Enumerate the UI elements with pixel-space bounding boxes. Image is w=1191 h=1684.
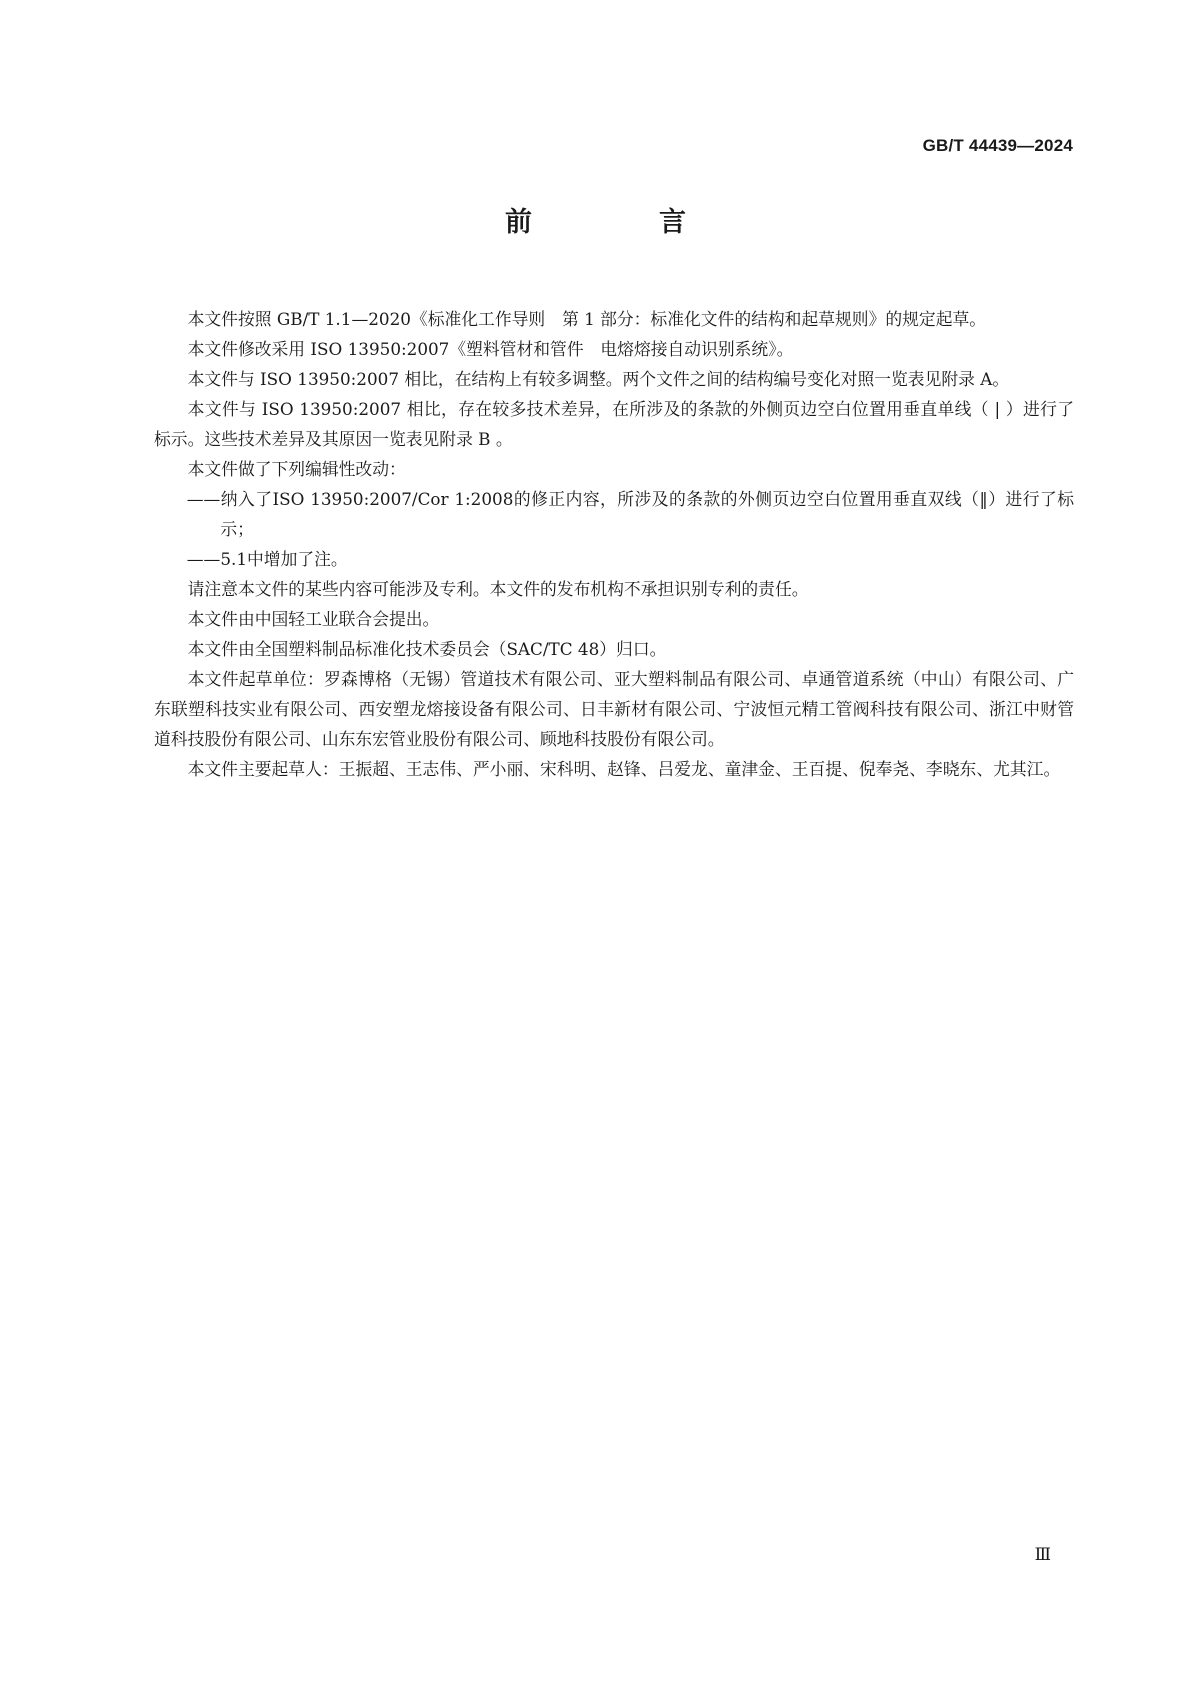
page-number: Ⅲ <box>1034 1545 1051 1565</box>
paragraph-editorial-changes: 本文件做了下列编辑性改动： <box>187 459 406 479</box>
document-code: GB/T 44439—2024 <box>922 136 1073 155</box>
paragraph-main-drafters: 本文件主要起草人：王振超、王志伟、严小丽、宋科明、赵锋、吕爱龙、童津金、王百提、倪奉尧、李晓东、尤其江。 <box>187 759 1061 779</box>
paragraph-drafting-rules: 本文件按照 GB/T 1.1—2020《标准化工作导则 第 1 部分：标准化文件的结构和起草规则》的规定起草。 <box>187 309 987 329</box>
paragraph-technical-committee: 本文件由全国塑料制品标准化技术委员会（SAC/TC 48）归口。 <box>187 639 667 659</box>
foreword-body <box>154 304 1074 784</box>
paragraph-adoption: 本文件修改采用 ISO 13950:2007《塑料管材和管件 电熔熔接自动识别系统》。 <box>187 339 794 359</box>
paragraph-patent-notice: 请注意本文件的某些内容可能涉及专利。本文件的发布机构不承担识别专利的责任。 <box>187 579 809 599</box>
paragraph-proposer: 本文件由中国轻工业联合会提出。 <box>187 609 440 629</box>
page-title: 前 言 <box>505 207 736 238</box>
paragraph-structure-changes: 本文件与 ISO 13950:2007 相比，在结构上有较多调整。两个文件之间的结构编号变化对照一览表见附录 A。 <box>187 369 1010 389</box>
list-item-corrigendum: ——纳入了ISO 13950:2007/Cor 1:2008的修正内容，所涉及的条款的外侧页边空白位置用垂直双线（‖）进行了标示； <box>186 489 1074 539</box>
paragraph-drafting-units: 本文件起草单位：罗森博格（无锡）管道技术有限公司、亚大塑料制品有限公司、卓通管道系统（中山）有限公司、广东联塑科技实业有限公司、西安塑龙熔接设备有限公司、日丰新材有限公司、宁波恒元精工管阀科技有限公司、浙江中财管道科技股份有限公司、山东东宏管业股份有限公司、顾地科技股份有限公司。 <box>154 669 1074 749</box>
paragraph-technical-differences: 本文件与 ISO 13950:2007 相比，存在较多技术差异，在所涉及的条款的外侧页边空白位置用垂直单线（ | ）进行了标示。这些技术差异及其原因一览表见附录 B 。 <box>154 399 1074 449</box>
list-item-note-added: ——5.1中增加了注。 <box>186 549 348 569</box>
